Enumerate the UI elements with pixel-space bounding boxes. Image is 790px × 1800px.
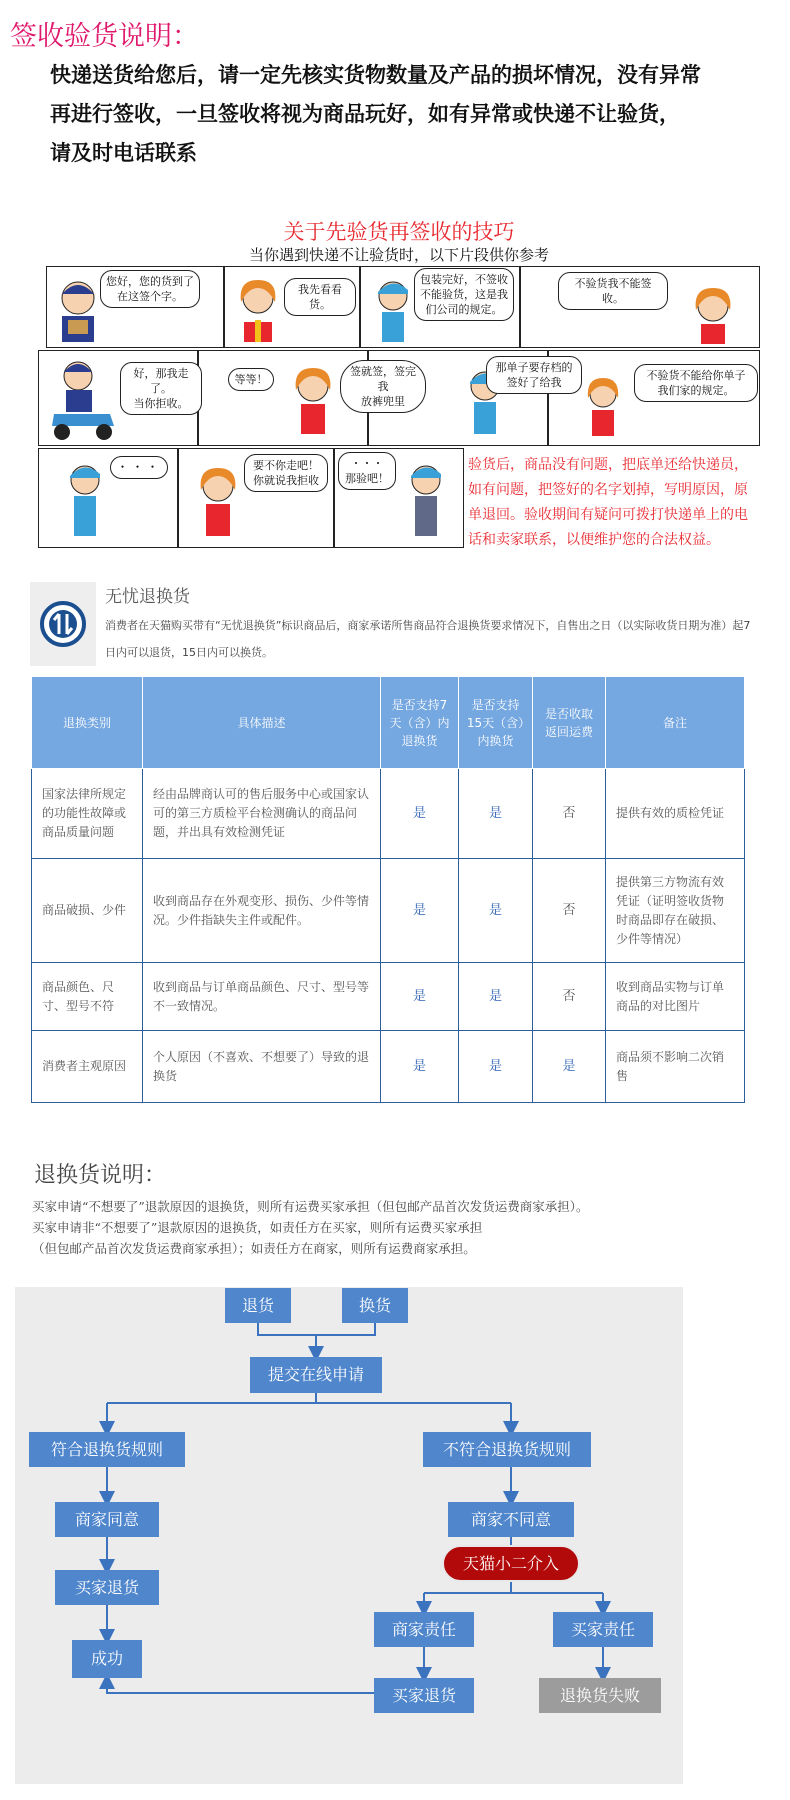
comic-title: 关于先验货再签收的技巧 xyxy=(283,220,515,244)
girl-figure-icon xyxy=(578,374,628,444)
table-cell: 是 xyxy=(459,859,533,963)
courier-figure-icon xyxy=(398,458,454,544)
courier-figure-icon xyxy=(58,458,112,544)
returns-logo xyxy=(30,582,96,666)
table-cell: 是 xyxy=(381,963,459,1031)
table-cell: 是 xyxy=(381,769,459,859)
table-cell: 否 xyxy=(533,769,606,859)
girl-figure-icon xyxy=(283,364,343,444)
exchange-notes-title: 退换货说明： xyxy=(34,1163,167,1188)
table-header: 备注 xyxy=(606,677,745,769)
comic-note: 验货后，商品没有问题，把底单还给快递员，如有问题，把签好的名字划掉，写明原因，原单退回。验收期间有疑问可拨打快递单上的电话和卖家联系，以便维护您的合法权益。 xyxy=(468,457,748,548)
inspection-title: 签收验货说明： xyxy=(10,21,199,52)
flow-node-submit: 提交在线申请 xyxy=(250,1357,382,1393)
returns-table xyxy=(31,676,745,1103)
table-cell: 是 xyxy=(459,769,533,859)
comic-speech-bubble: 包装完好，不签收 不能验货，这是我 们公司的规定。 xyxy=(414,268,514,321)
exchange-note-line: 买家申请非“不想要了”退款原因的退换货，如责任方在买家，则所有运费买家承担 xyxy=(32,1220,483,1235)
comic-speech-bubble: 要不你走吧！ 你就说我拒收 xyxy=(244,454,328,492)
table-cell: 是 xyxy=(381,859,459,963)
returns-title: 无忧退换货 xyxy=(105,587,190,607)
table-row xyxy=(32,963,745,1031)
comic-speech-bubble: ・・・ 那验吧！ xyxy=(338,452,396,490)
table-cell: 是 xyxy=(533,1031,606,1103)
table-header-row xyxy=(32,677,745,769)
table-header: 具体描述 xyxy=(143,677,381,769)
exchange-note-line: 买家申请“不想要了”退款原因的退换货，则所有运费买家承担（但包邮产品首次发货运费商家承担）。 xyxy=(32,1199,589,1214)
flow-node-success: 成功 xyxy=(72,1640,142,1678)
inspection-line: 请及时电话联系 xyxy=(50,141,197,165)
table-cell: 个人原因（不喜欢、不想要了）导致的退换货 xyxy=(143,1031,381,1103)
comic-speech-bubble: 好，那我走了。 当你拒收。 xyxy=(120,362,202,415)
table-header: 是否支持15天（含）内换货 xyxy=(459,677,533,769)
flow-node-buyer-fault: 买家责任 xyxy=(553,1612,653,1647)
table-cell: 提供有效的质检凭证 xyxy=(606,769,745,859)
flow-node-merchant-fault: 商家责任 xyxy=(374,1612,474,1647)
flow-node-fail: 退换货失败 xyxy=(539,1678,661,1713)
table-cell: 是 xyxy=(459,1031,533,1103)
table-cell: 国家法律所规定的功能性故障或商品质量问题 xyxy=(32,769,143,859)
comic-speech-bubble: ・・・ xyxy=(110,456,168,479)
flow-node-ineligible: 不符合退换货规则 xyxy=(423,1432,591,1467)
flow-node-merchant-disagree: 商家不同意 xyxy=(448,1502,574,1537)
courier-figure-icon xyxy=(368,276,418,346)
flow-node-merchant-agree: 商家同意 xyxy=(55,1502,159,1537)
scooter-courier-icon xyxy=(44,354,124,442)
table-cell: 否 xyxy=(533,859,606,963)
flow-node-buyer-return-left: 买家退货 xyxy=(55,1570,159,1605)
table-cell: 商品颜色、尺寸、型号不符 xyxy=(32,963,143,1031)
exchange-note-line: （但包邮产品首次发货运费商家承担）；如责任方在商家，则所有运费商家承担。 xyxy=(32,1241,476,1256)
table-cell: 是 xyxy=(381,1031,459,1103)
table-cell: 经由品牌商认可的售后服务中心或国家认可的第三方质检平台检测确认的商品问题，并出具有效检测凭证 xyxy=(143,769,381,859)
table-row xyxy=(32,769,745,859)
table-cell: 否 xyxy=(533,963,606,1031)
inspection-line: 再进行签收，一旦签收将视为商品玩好，如有异常或快递不让验货， xyxy=(50,102,680,126)
inspection-text xyxy=(50,56,780,173)
exchange-notes-text xyxy=(32,1196,772,1259)
return-exchange-icon xyxy=(39,600,87,648)
table-cell: 收到商品存在外观变形、损伤、少件等情况。少件指缺失主件或配件。 xyxy=(143,859,381,963)
comic-speech-bubble: 不验货我不能签收。 xyxy=(558,272,668,310)
table-cell: 是 xyxy=(459,963,533,1031)
inspection-comic xyxy=(38,214,760,550)
girl-figure-icon xyxy=(683,284,743,346)
table-row xyxy=(32,859,745,963)
table-row xyxy=(32,1031,745,1103)
comic-speech-bubble: 不验货不能给你单子 我们家的规定。 xyxy=(634,364,758,402)
table-header: 是否收取返回运费 xyxy=(533,677,606,769)
table-header: 是否支持7天（含）内退换货 xyxy=(381,677,459,769)
table-cell: 商品破损、少件 xyxy=(32,859,143,963)
table-cell: 提供第三方物流有效凭证（证明签收货物时商品即存在破损、少件等情况） xyxy=(606,859,745,963)
girl-figure-icon xyxy=(228,276,288,346)
flow-node-exchange: 换货 xyxy=(342,1288,408,1323)
table-cell: 收到商品与订单商品颜色、尺寸、型号等不一致情况。 xyxy=(143,963,381,1031)
comic-speech-bubble: 我先看看货。 xyxy=(284,278,356,316)
comic-speech-bubble: 等等！ xyxy=(228,368,274,391)
flow-node-buyer-return-right: 买家退货 xyxy=(374,1678,474,1713)
comic-speech-bubble: 您好，您的货到了 在这签个字。 xyxy=(100,270,200,308)
flow-node-return: 退货 xyxy=(225,1288,291,1323)
returns-description: 消费者在天猫购买带有“无忧退换货”标识商品后，商家承诺所售商品符合退换货要求情况下，自售出之日（以实际收货日期为准）起7日内可以退货，15日内可以换货。 xyxy=(105,619,751,659)
return-flowchart xyxy=(15,1287,683,1784)
table-cell: 收到商品实物与订单商品的对比图片 xyxy=(606,963,745,1031)
girl-figure-icon xyxy=(188,464,248,544)
courier-figure-icon xyxy=(48,276,108,346)
table-cell: 商品须不影响二次销售 xyxy=(606,1031,745,1103)
inspection-line: 快递送货给您后，请一定先核实货物数量及产品的损坏情况，没有异常 xyxy=(50,63,701,87)
comic-speech-bubble: 签就签，签完我 放裤兜里 xyxy=(340,360,426,413)
table-header: 退换类别 xyxy=(32,677,143,769)
flow-node-tmall-intervene: 天猫小二介入 xyxy=(442,1545,580,1582)
table-cell: 消费者主观原因 xyxy=(32,1031,143,1103)
flow-node-eligible: 符合退换货规则 xyxy=(29,1432,185,1467)
comic-speech-bubble: 那单子要存档的 签好了给我 xyxy=(486,356,582,394)
comic-subtitle: 当你遇到快递不让验货时，以下片段供你参考 xyxy=(248,246,549,264)
